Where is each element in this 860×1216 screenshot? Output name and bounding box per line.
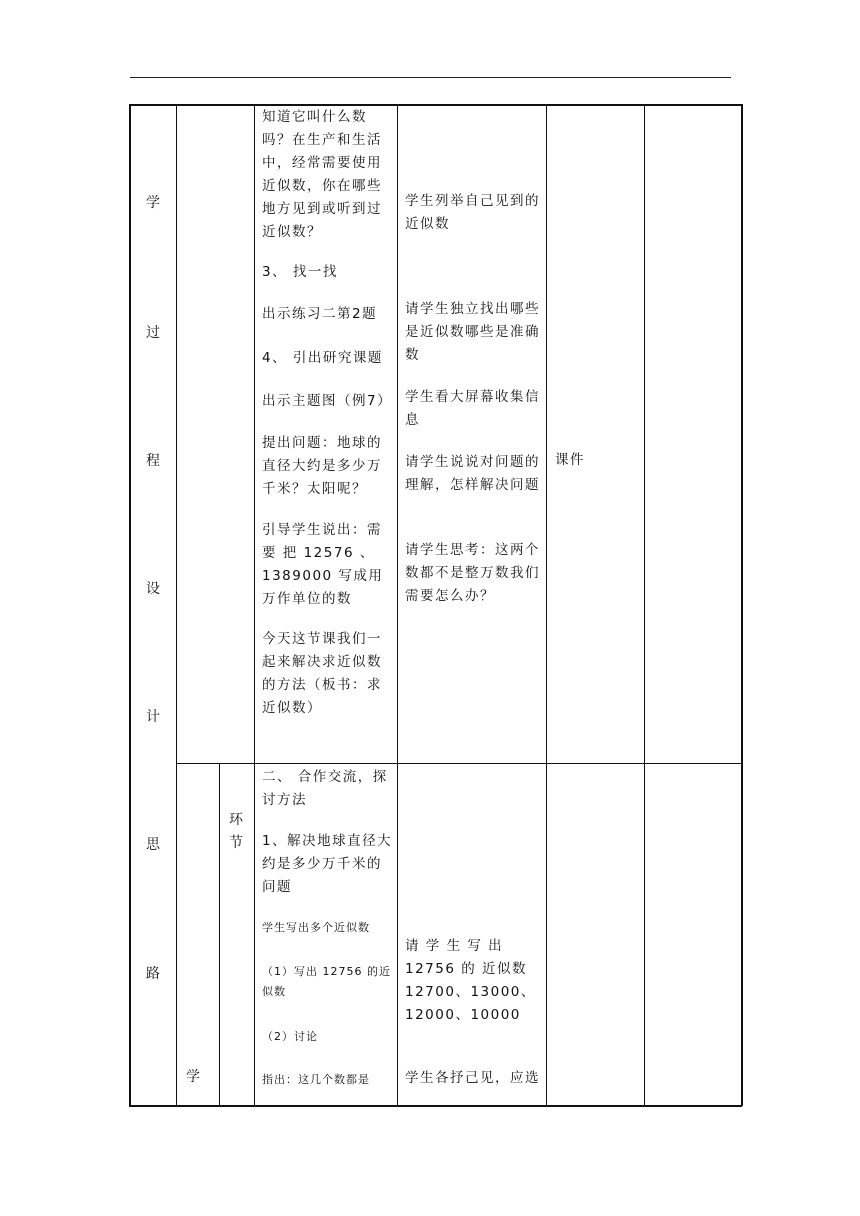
student-text: 学生列举自己见到的近似数 xyxy=(405,193,540,232)
side-label-char: 思 xyxy=(146,837,160,853)
side-label-char: 设 xyxy=(146,581,160,597)
student-text: 学生各抒己见，应选 xyxy=(405,1070,540,1086)
teacher-text: 4、 引出研究课题 xyxy=(262,350,383,366)
resource-text: 课件 xyxy=(555,452,585,468)
section-label-char: 环 xyxy=(229,812,243,828)
teacher-text: 出示练习二第2题 xyxy=(262,306,378,322)
student-text: 请学生独立找出哪些是近似数哪些是准确数 xyxy=(405,301,540,363)
teacher-text: 知道它叫什么数吗？在生产和生活中，经常需要使用近似数，你在哪些地方见到或听到过近似数？ xyxy=(262,109,382,240)
student-text: 学生看大屏幕收集信息 xyxy=(405,389,540,428)
teacher-text: 提出问题：地球的直径大约是多少万千米？太阳呢？ xyxy=(262,435,382,497)
section-label-char: 学 xyxy=(186,1069,200,1085)
teacher-text: （2）讨论 xyxy=(262,1030,318,1043)
side-label-char: 学 xyxy=(146,195,160,211)
student-text: 请学生说说对问题的理解，怎样解决问题 xyxy=(405,454,540,493)
teacher-text: 指出：这几个数都是 xyxy=(262,1073,370,1086)
teacher-text: 出示主题图（例7） xyxy=(262,393,393,409)
student-text: 请学生思考：这两个数都不是整万数我们需要怎么办？ xyxy=(405,542,540,604)
side-label-char: 路 xyxy=(146,966,160,982)
teacher-text: 今天这节课我们一起来解决求近似数的方法（板书：求近似数） xyxy=(262,631,382,716)
teacher-text: 学生写出多个近似数 xyxy=(262,921,370,934)
side-label-char: 过 xyxy=(146,325,160,341)
header-rule xyxy=(130,77,731,78)
student-text: 请 学 生 写 出 12756 的 近似数 12700、13000、12000、10000 xyxy=(405,938,536,1023)
side-label-char: 程 xyxy=(146,453,160,469)
teacher-text: 引导学生说出：需要 把 12576 、1389000 写成用万作单位的数 xyxy=(262,522,384,607)
side-label-char: 计 xyxy=(146,709,160,725)
teacher-text: （1）写出 12756 的近似数 xyxy=(262,965,391,998)
teacher-text: 3、 找一找 xyxy=(262,264,338,280)
section-label-char: 节 xyxy=(229,835,243,851)
teacher-text: 1、解决地球直径大约是多少万千米的问题 xyxy=(262,833,393,895)
teacher-text: 二、 合作交流，探讨方法 xyxy=(262,769,388,808)
